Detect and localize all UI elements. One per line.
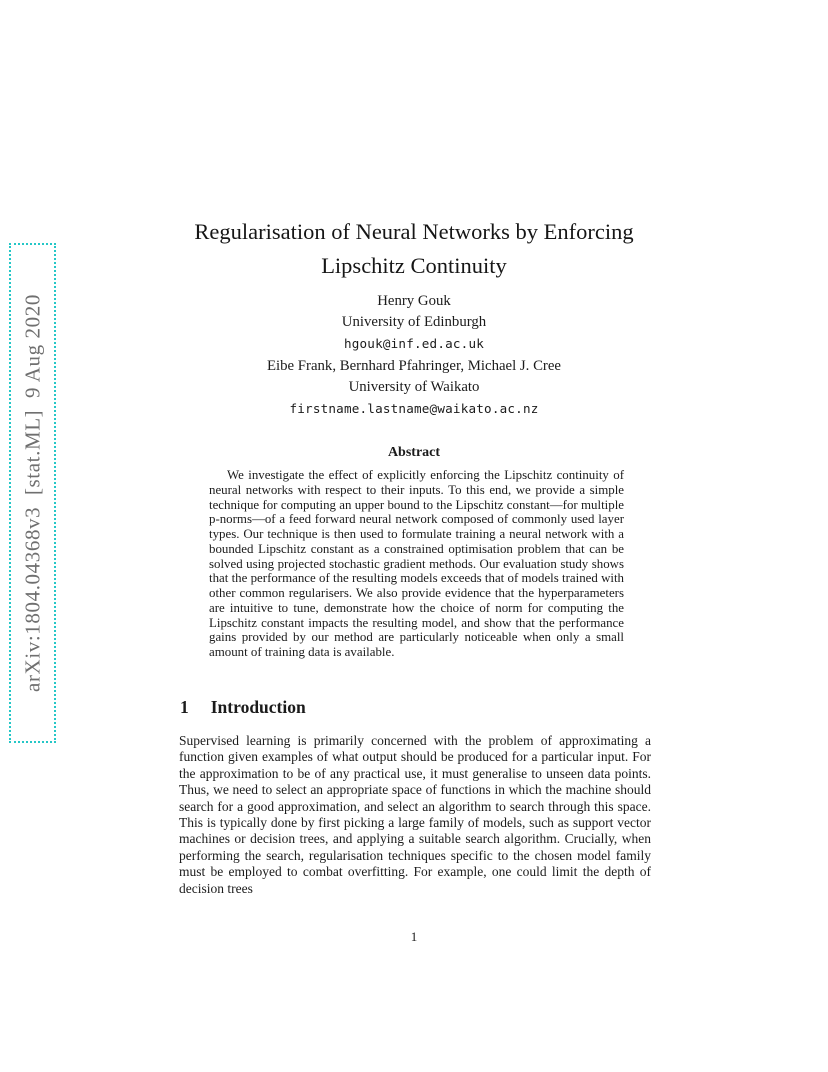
abstract-text: We investigate the effect of explicitly enforcing the Lipschitz continuity of neural networks with respect to their inputs. To this end, we provide a simple technique for computing an upper bound to the Lipschitz constant—for multiple p-norms—of a feed forward neural network composed of commonly used layer types. Our technique is then used to formulate training a neural network with a bounded Lipschitz constant as a constrained optimisation problem that can be solved using projected stochastic gradient methods. Our evaluation study shows that the performance of the resulting models exceeds that of models trained with other common regularisers. We also provide evidence that the hyperparameters are intuitive to tune, demonstrate how the choice of norm for computing the Lipschitz constant impacts the resulting model, and show that the performance gains provided by our method are particularly noticeable when only a small amount of training data is available.	[209, 468, 624, 659]
paper-title-line-1: Regularisation of Neural Networks by Enforcing	[194, 219, 634, 244]
author-affiliation: University of Edinburgh	[341, 314, 487, 330]
section-heading-introduction	[180, 697, 660, 718]
author-name: Eibe Frank, Bernhard Pfahringer, Michael J. Cree	[266, 358, 562, 374]
author-email: firstname.lastname@waikato.ac.nz	[289, 401, 539, 416]
author-affiliation: University of Waikato	[348, 379, 480, 395]
abstract-heading: Abstract	[387, 445, 441, 460]
paper-title	[114, 215, 714, 283]
arxiv-stamp	[9, 243, 56, 743]
author-block-2	[114, 356, 714, 419]
section-number: 1	[180, 697, 189, 717]
introduction-paragraph: Supervised learning is primarily concerned with the problem of approximating a function given examples of what output should be produced for a particular input. For the approximation to be of any practical use, it must generalise to unseen data points. Thus, we need to select an appropriate space of functions in which the machine should search for a good approximation, and select an algorithm to search through this space. This is typically done by first picking a large family of models, such as support vector machines or decision trees, and applying a suitable search algorithm. Crucially, when performing the search, regularisation techniques specific to the chosen model family must be employed to combat overfitting. For example, one could limit the depth of decision trees	[179, 733, 651, 896]
author-name: Henry Gouk	[377, 293, 451, 309]
arxiv-stamp-text: arXiv:1804.04368v3 [stat.ML] 9 Aug 2020	[20, 294, 44, 692]
page-number: 1	[410, 929, 418, 944]
section-title: Introduction	[210, 697, 306, 717]
paper-title-line-2: Lipschitz Continuity	[321, 253, 507, 278]
author-email: hgouk@inf.ed.ac.uk	[343, 336, 485, 351]
author-block-1	[114, 291, 714, 354]
